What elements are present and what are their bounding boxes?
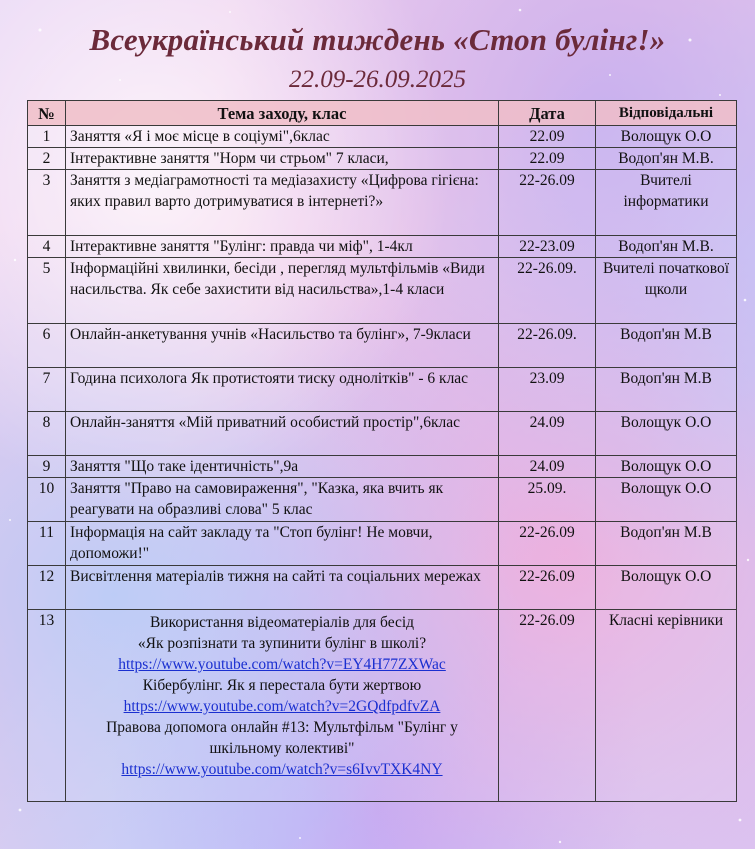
video3-link[interactable]: https://www.youtube.com/watch?v=s6IvvTXK4NY (121, 761, 443, 778)
column-header-number: № (28, 101, 66, 126)
row-number: 10 (28, 478, 66, 522)
row-responsible: Водоп'ян М.В. (596, 148, 737, 170)
row-number: 6 (28, 324, 66, 368)
row-date: 22.09 (499, 148, 596, 170)
row-topic: Інформаційні хвилинки, бесіди , перегляд мультфільмів «Види насильства. Як себе захистити від насильства»,1-4 класи (66, 258, 499, 324)
row-responsible: Класні керівники (596, 610, 737, 802)
row-date: 22-26.09 (499, 610, 596, 802)
row-responsible: Волощук О.О (596, 478, 737, 522)
table-row (28, 258, 737, 324)
row-number: 1 (28, 126, 66, 148)
row-number: 5 (28, 258, 66, 324)
video1-title: «Як розпізнати та зупинити булінг в школі? (137, 635, 427, 652)
table-row (28, 610, 737, 802)
row-responsible: Водоп'ян М.В (596, 324, 737, 368)
row-date: 22-26.09. (499, 324, 596, 368)
row-date: 22-23.09 (499, 236, 596, 258)
row-number: 3 (28, 170, 66, 236)
row-number: 12 (28, 566, 66, 610)
row-number: 9 (28, 456, 66, 478)
row-responsible: Волощук О.О (596, 566, 737, 610)
row-topic: Заняття "Що таке ідентичність",9а (66, 456, 499, 478)
row-date: 22-26.09 (499, 566, 596, 610)
row-responsible: Волощук О.О (596, 412, 737, 456)
row-responsible: Вчителі інформатики (596, 170, 737, 236)
row-topic: Година психолога Як протистояти тиску однолітків" - 6 клас (66, 368, 499, 412)
row-responsible: Волощук О.О (596, 126, 737, 148)
row-responsible: Вчителі початкової щколи (596, 258, 737, 324)
row-responsible: Водоп'ян М.В (596, 368, 737, 412)
row-topic: Онлайн-заняття «Мій приватний особистий простір",6клас (66, 412, 499, 456)
table-row (28, 148, 737, 170)
row-topic: Інтерактивне заняття "Норм чи стрьом" 7 класи, (66, 148, 499, 170)
row-date: 22.09 (499, 126, 596, 148)
column-header-responsible: Відповідальні (596, 101, 737, 126)
table-row (28, 566, 737, 610)
row-topic: Висвітлення матеріалів тижня на сайті та соціальних мережах (66, 566, 499, 610)
events-table (27, 100, 737, 802)
row-responsible: Волощук О.О (596, 456, 737, 478)
column-header-topic: Тема заходу, клас (66, 101, 499, 126)
row-topic: Онлайн-анкетування учнів «Насильство та булінг», 7-9класи (66, 324, 499, 368)
table-header-row (28, 101, 737, 126)
row-number: 11 (28, 522, 66, 566)
row-topic: Інформація на сайт закладу та "Стоп булінг! Не мовчи, допоможи!" (66, 522, 499, 566)
row-responsible: Водоп'ян М.В (596, 522, 737, 566)
table-row (28, 478, 737, 522)
row-number: 8 (28, 412, 66, 456)
video2-link[interactable]: https://www.youtube.com/watch?v=2GQdfpdfvZA (123, 698, 441, 715)
video3-title: Правова допомога онлайн #13: Мультфільм "Булінг у шкільному колективі" (106, 719, 458, 757)
video2-title: Кібербулінг. Як я перестала бути жертвою (142, 677, 422, 694)
row-topic: Заняття з медіаграмотності та медіазахисту «Цифрова гігієна: яких правил варто дотримуватися в інтернеті?» (66, 170, 499, 236)
row-number: 7 (28, 368, 66, 412)
table-row (28, 368, 737, 412)
row-date: 25.09. (499, 478, 596, 522)
table-row (28, 170, 737, 236)
row-number: 4 (28, 236, 66, 258)
row-responsible: Водоп'ян М.В. (596, 236, 737, 258)
column-header-date: Дата (499, 101, 596, 126)
table-row (28, 126, 737, 148)
row-topic: Заняття «Я і моє місце в соціумі",6клас (66, 126, 499, 148)
table-row (28, 236, 737, 258)
row-date: 22-26.09 (499, 522, 596, 566)
row-number: 13 (28, 610, 66, 802)
row-date: 24.09 (499, 412, 596, 456)
row-topic: Заняття "Право на самовираження", "Казка, яка вчить як реагувати на образливі слова" 5 клас (66, 478, 499, 522)
row-date: 22-26.09. (499, 258, 596, 324)
videos-intro: Використання відеоматеріалів для бесід (149, 614, 415, 631)
table-row (28, 522, 737, 566)
page-title: Всеукраїнський тиждень «Стоп булінг!» (89, 22, 666, 57)
table-row (28, 324, 737, 368)
table-row (28, 456, 737, 478)
row-number: 2 (28, 148, 66, 170)
row-topic-videos (66, 610, 499, 802)
table-row (28, 412, 737, 456)
row-date: 22-26.09 (499, 170, 596, 236)
row-topic: Інтерактивне заняття "Булінг: правда чи міф", 1-4кл (66, 236, 499, 258)
video1-link[interactable]: https://www.youtube.com/watch?v=EY4H77ZXWac (118, 656, 446, 673)
row-date: 24.09 (499, 456, 596, 478)
event-dates: 22.09-26.09.2025 (288, 66, 467, 93)
row-date: 23.09 (499, 368, 596, 412)
